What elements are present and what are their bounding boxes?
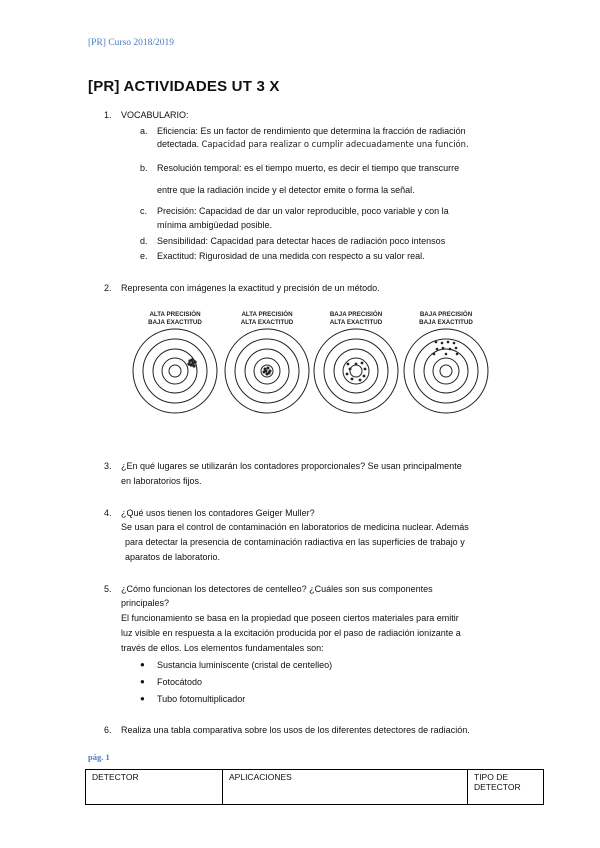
- q1a-letter: a.: [140, 126, 148, 136]
- table-header-type: TIPO DE DETECTOR: [468, 770, 544, 805]
- q2-text: Representa con imágenes la exactitud y precisión de un método.: [121, 283, 380, 293]
- q1e-letter: e.: [140, 251, 148, 261]
- target-1-shots: [187, 358, 196, 367]
- q3-line1: ¿En qué lugares se utilizarán los contadores proporcionales? Se usan principalmente: [121, 461, 462, 471]
- table-header-applications: APLICACIONES: [223, 770, 468, 805]
- target-1: [133, 310, 217, 413]
- q5-answer-3: través de ellos. Los elementos fundamentales son:: [121, 643, 324, 653]
- q1b-line1: Resolución temporal: es el tiempo muerto, es decir el tiempo que transcurre: [157, 163, 460, 173]
- comparison-table: [85, 769, 544, 805]
- q3-line2: en laboratorios fijos.: [121, 476, 202, 486]
- q1a-line2: detectada. Capacidad para realizar o cumplir adecuadamente una función.: [157, 139, 469, 149]
- q5-question-2: principales?: [121, 598, 170, 608]
- target-3-shots: [346, 362, 367, 382]
- q1c-line1: Precisión: Capacidad de dar un valor reproducible, poco variable y con la: [157, 206, 449, 216]
- table-header-detector: DETECTOR: [86, 770, 223, 805]
- target-3: [314, 310, 398, 413]
- target-2-label-1: ALTA PRECISIÓN: [241, 311, 293, 318]
- bullet-icon: ●: [140, 660, 145, 669]
- precision-accuracy-figure: [130, 308, 490, 420]
- q6-number: 6.: [104, 725, 112, 735]
- q1-number: 1.: [104, 110, 112, 120]
- target-2: [225, 310, 309, 413]
- bullet-icon: ●: [140, 694, 145, 703]
- page-title: [PR] ACTIVIDADES UT 3 X: [88, 78, 280, 95]
- table-row: [86, 770, 544, 805]
- target-1-label-1: ALTA PRECISIÓN: [149, 311, 201, 318]
- q5-answer-2: luz visible en respuesta a la excitación producida por el paso de radiación ionizante a: [121, 628, 461, 638]
- q4-question: ¿Qué usos tienen los contadores Geiger Muller?: [121, 508, 315, 518]
- target-2-label-2: ALTA EXACTITUD: [240, 319, 294, 326]
- q3-number: 3.: [104, 461, 112, 471]
- q1b-letter: b.: [140, 163, 148, 173]
- q5-number: 5.: [104, 584, 112, 594]
- target-1-label-2: BAJA EXACTITUD: [148, 319, 202, 326]
- q5-question-1: ¿Cómo funcionan los detectores de centelleo? ¿Cuáles son sus componentes: [121, 584, 433, 594]
- q1a-line1: Eficiencia: Es un factor de rendimiento que determina la fracción de radiación: [157, 126, 466, 136]
- target-4-label-2: BAJA EXACTITUD: [419, 319, 473, 326]
- target-3-label-1: BAJA PRECISIÓN: [329, 311, 383, 318]
- q1c-line2: mínima ambigüedad posible.: [157, 220, 273, 230]
- q1-heading: VOCABULARIO:: [121, 110, 189, 120]
- q4-number: 4.: [104, 508, 112, 518]
- q1d-letter: d.: [140, 236, 148, 246]
- target-2-shots: [263, 367, 272, 376]
- q1c-letter: c.: [140, 206, 148, 216]
- target-4-shots: [433, 341, 459, 356]
- q1d-line1: Sensibilidad: Capacidad para detectar haces de radiación poco intensos: [157, 236, 446, 246]
- q4-answer-3: aparatos de laboratorio.: [125, 552, 221, 562]
- q1b-line2: entre que la radiación incide y el detector emite o forma la señal.: [157, 185, 415, 195]
- q6-text: Realiza una tabla comparativa sobre los usos de los diferentes detectores de radiación.: [121, 725, 470, 735]
- bullet-icon: ●: [140, 677, 145, 686]
- target-4: [404, 310, 488, 413]
- q5-bullet-1: Sustancia luminiscente (cristal de centelleo): [157, 660, 333, 670]
- target-3-label-2: ALTA EXACTITUD: [329, 319, 383, 326]
- q1a-definition: Capacidad para realizar o cumplir adecuadamente una función.: [201, 139, 469, 149]
- q5-bullet-3: Tubo fotomultiplicador: [157, 694, 246, 704]
- course-header: [PR] Curso 2018/2019: [88, 38, 175, 48]
- q2-number: 2.: [104, 283, 112, 293]
- q1e-line1: Exactitud: Rigurosidad de una medida con respecto a su valor real.: [157, 251, 425, 261]
- q4-answer-1: Se usan para el control de contaminación en laboratorios de medicina nuclear. Además: [121, 522, 469, 532]
- page-number: pág. 1: [88, 752, 110, 762]
- target-4-label-1: BAJA PRECISIÓN: [419, 311, 473, 318]
- q5-bullet-2: Fotocátodo: [157, 677, 203, 687]
- q5-answer-1: El funcionamiento se basa en la propiedad que poseen ciertos materiales para emitir: [121, 613, 459, 623]
- q4-answer-2: para detectar la presencia de contaminación radiactiva en las superficies de trabajo y: [125, 537, 465, 547]
